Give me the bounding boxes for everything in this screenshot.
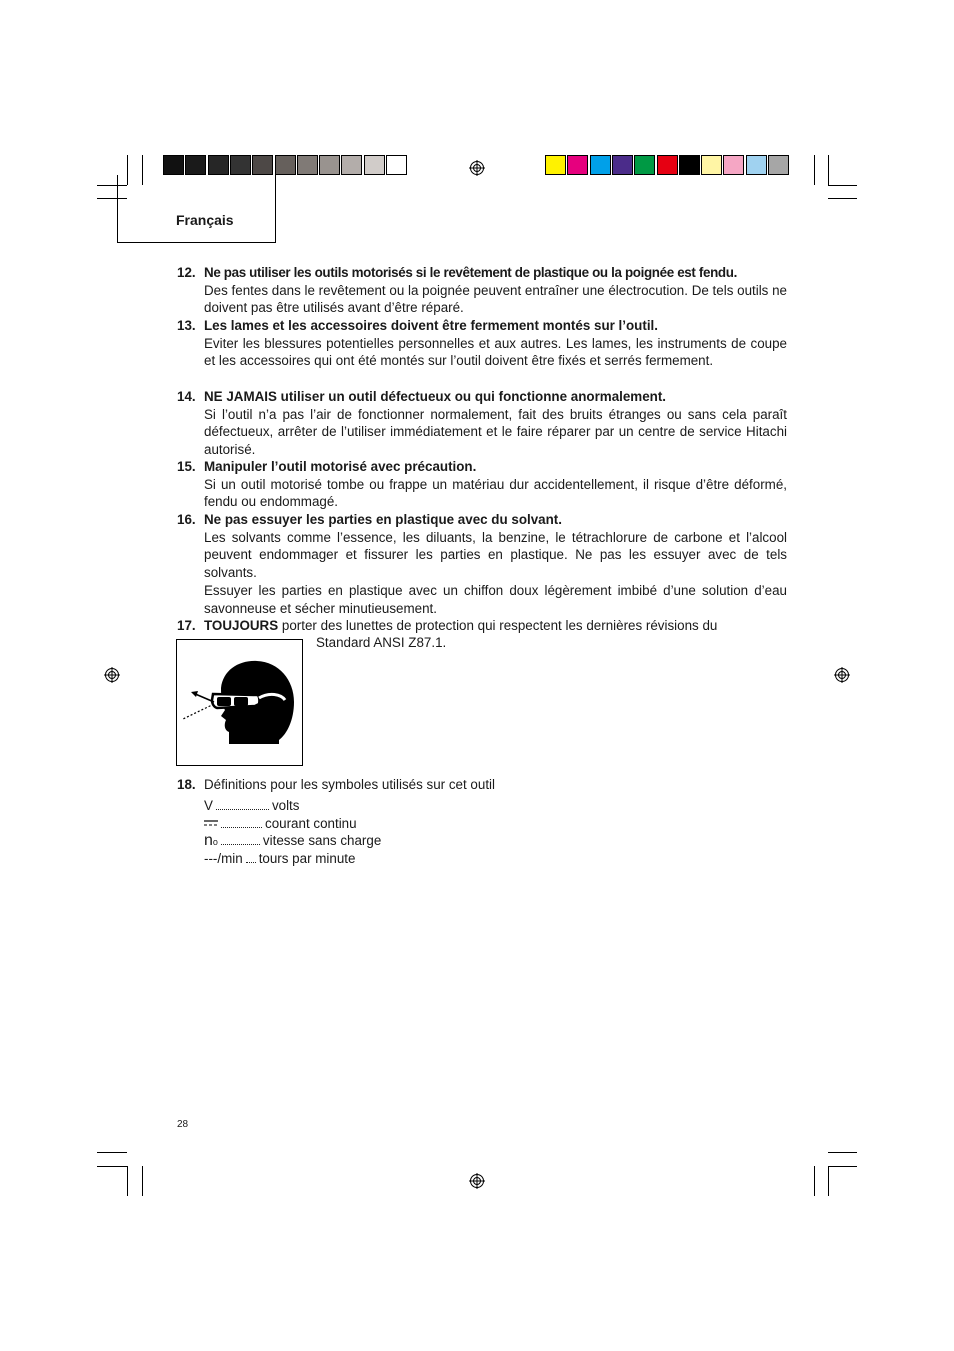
color-swatch: [545, 155, 566, 175]
item-heading: Ne pas utiliser les outils motorisés si le revêtement de plastique ou la poignée est fendu.: [204, 265, 737, 280]
color-swatch: [723, 155, 744, 175]
item-text: Des fentes dans le revêtement ou la poignée peuvent entraîner une électrocution. De tels outils ne doivent pas être utilisés avant d’être réparé.: [204, 282, 787, 316]
list-item: [177, 511, 787, 617]
list-item: [177, 458, 787, 511]
item-text: Définitions pour les symboles utilisés sur cet outil: [204, 777, 495, 792]
language-tab: [117, 175, 276, 243]
color-swatch: [590, 155, 611, 175]
color-swatch: [185, 155, 206, 175]
list-item: [177, 617, 787, 635]
symbol-row-dc: [204, 815, 357, 833]
list-item: [177, 776, 787, 794]
item-heading: Ne pas essuyer les parties en plastique avec du solvant.: [204, 512, 562, 527]
language-label: Français: [176, 212, 234, 228]
item-number: 12.: [177, 265, 196, 280]
symbol-row-no-load-speed: [204, 832, 381, 851]
color-swatch: [386, 155, 407, 175]
symbol-no-load-speed: no: [204, 832, 218, 849]
color-swatch: [701, 155, 722, 175]
color-swatch: [341, 155, 362, 175]
registration-mark-icon: [469, 1173, 485, 1189]
symbol-row-rpm: [204, 850, 355, 867]
item-heading: Manipuler l’outil motorisé avec précaution.: [204, 459, 477, 474]
item-emphasis: TOUJOURS: [204, 618, 279, 633]
item-number: 14.: [177, 389, 196, 404]
color-swatch: [230, 155, 251, 175]
item-number: 15.: [177, 459, 196, 474]
list-item: [177, 264, 787, 317]
list-item: [177, 317, 787, 370]
color-swatch: [252, 155, 273, 175]
symbol-row-volts: [204, 797, 299, 814]
color-swatch: [275, 155, 296, 175]
item-text-2: Essuyer les parties en plastique avec un chiffon doux légèrement imbibé d’une solution d’eau savonneuse et sécher minutieusement.: [204, 582, 787, 616]
item-number: 17.: [177, 618, 196, 633]
color-swatch: [634, 155, 655, 175]
color-swatch: [657, 155, 678, 175]
item-text-continued: Standard ANSI Z87.1.: [316, 635, 447, 650]
color-swatch: [567, 155, 588, 175]
item-number: 13.: [177, 318, 196, 333]
symbol-definition: tours par minute: [258, 851, 356, 866]
color-swatch: [319, 155, 340, 175]
symbol-definition: courant continu: [265, 816, 357, 831]
color-swatch: [208, 155, 229, 175]
item-heading: NE JAMAIS utiliser un outil défectueux ou qui fonctionne anormalement.: [204, 389, 667, 404]
color-swatch: [768, 155, 789, 175]
safety-goggles-icon: [177, 640, 301, 764]
item-text: Les solvants comme l’essence, les diluants, la benzine, le tétrachlorure de carbone et l’alcool peuvent endommager et fissurer les parties en plastique. Ne pas les essuyer avec de tels solvants.: [204, 529, 787, 581]
item-text: Eviter les blessures potentielles personnelles et aux autres. Les lames, les instruments de coupe et les accessoires qui ont été montés sur l’outil doivent être fixés et serrés fermement.: [204, 335, 787, 369]
item-number: 16.: [177, 512, 196, 527]
symbol-definition: vitesse sans charge: [262, 833, 382, 848]
color-swatch: [746, 155, 767, 175]
item-text: Si un outil motorisé tombe ou frappe un matériau dur accidentellement, il risque d’être déformé, fendu ou endommagé.: [204, 476, 787, 510]
registration-mark-icon: [469, 160, 485, 176]
color-swatch: [297, 155, 318, 175]
item-number: 18.: [177, 777, 196, 792]
item-text: porter des lunettes de protection qui respectent les dernières révisions du: [278, 618, 718, 633]
dc-current-icon: [204, 814, 218, 831]
list-item: [177, 388, 787, 459]
color-swatch: [679, 155, 700, 175]
symbol-rpm: ---/min: [204, 851, 243, 866]
color-swatch: [163, 155, 184, 175]
item-heading: Les lames et les accessoires doivent être fermement montés sur l’outil.: [204, 318, 658, 333]
safety-goggles-pictogram: [176, 639, 303, 766]
symbol-volts: V: [204, 798, 213, 813]
registration-mark-icon: [834, 667, 850, 683]
page-number: 28: [177, 1119, 189, 1130]
color-swatch: [364, 155, 385, 175]
registration-mark-icon: [104, 667, 120, 683]
color-swatch: [612, 155, 633, 175]
item-text: Si l’outil n’a pas l’air de fonctionner normalement, fait des bruits étranges ou sans cela paraît défectueux, arrêter de l’utiliser immédiatement et le faire réparer par un centre de service Hitachi autorisé.: [204, 406, 787, 458]
symbol-definition: volts: [271, 798, 300, 813]
